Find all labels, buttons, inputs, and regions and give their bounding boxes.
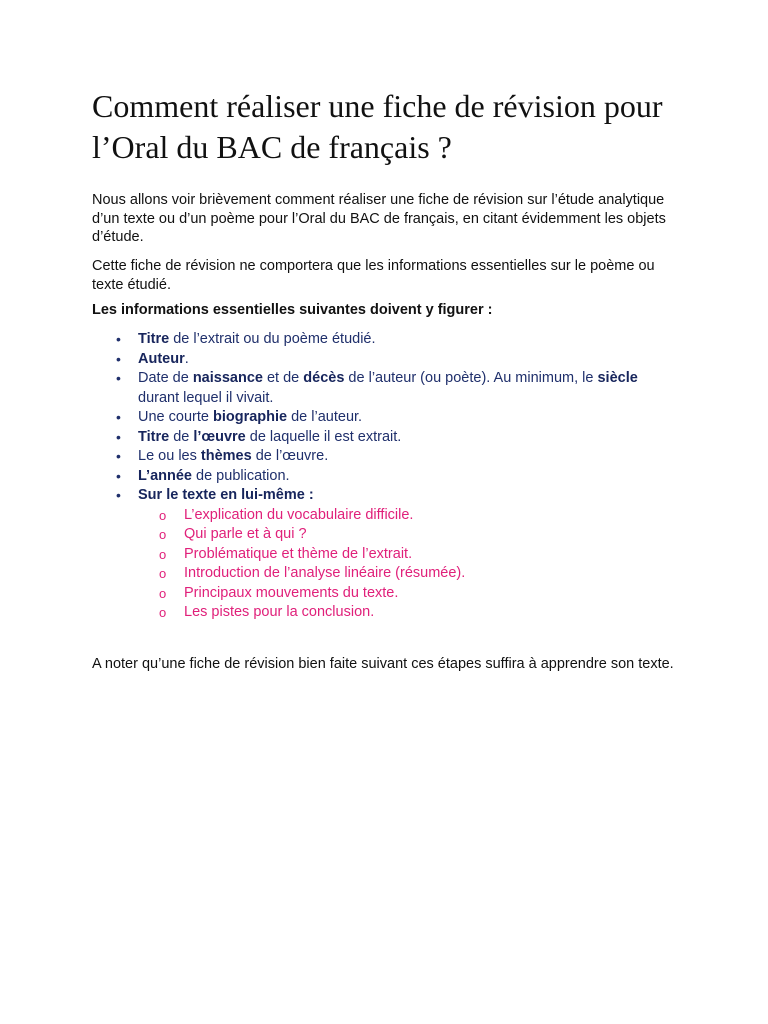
list-item xyxy=(92,447,682,467)
list-item-bold: Auteur xyxy=(138,350,185,367)
bullet-icon: • xyxy=(116,331,121,347)
list-item-text: et de xyxy=(262,370,304,386)
list-item xyxy=(92,330,682,350)
bullet-icon: • xyxy=(116,370,121,386)
list-item xyxy=(92,369,682,408)
list-item-bold: naissance xyxy=(192,370,263,386)
bullet-icon: • xyxy=(116,428,121,445)
list-item xyxy=(92,428,682,448)
sub-list-item xyxy=(138,525,682,545)
intro-paragraph: Nous allons voir brièvement comment réaliser une fiche de révision sur l’étude analytique d’un texte ou d’un poème pour l’Oral du BAC de français, en citant évidemment les objets d’étude. xyxy=(92,192,666,245)
list-item-bold: l’œuvre xyxy=(193,428,246,445)
circle-bullet-icon: o xyxy=(159,527,167,542)
list-item-bold: Titre xyxy=(138,428,170,445)
scope-paragraph: Cette fiche de révision ne comportera que les informations essentielles sur le poème ou texte étudié. xyxy=(92,258,655,293)
list-item-text: Une courte xyxy=(138,409,213,425)
sub-list-item-text: Problématique et thème de l’extrait. xyxy=(184,545,413,562)
closing-paragraph: A noter qu’une fiche de révision bien faite suivant ces étapes suffira à apprendre son texte. xyxy=(92,656,674,672)
list-item-text: de publication. xyxy=(192,467,290,484)
list-item xyxy=(92,467,682,487)
sub-list-item xyxy=(138,545,682,565)
list-item-text: de l’auteur. xyxy=(287,409,363,425)
bullet-icon: • xyxy=(116,448,121,464)
list-item-bold: décès xyxy=(303,370,345,386)
list-item-text: de laquelle il est extrait. xyxy=(245,428,402,445)
sub-list-item-text: Principaux mouvements du texte. xyxy=(184,584,399,601)
bullet-icon: • xyxy=(116,409,121,425)
sub-list xyxy=(138,506,682,623)
circle-bullet-icon: o xyxy=(159,566,167,581)
list-item-text: Date de xyxy=(138,370,193,386)
circle-bullet-icon: o xyxy=(159,605,167,620)
list-item-bold: Sur le texte en lui-même : xyxy=(138,487,314,503)
list-item-bold: biographie xyxy=(212,409,288,425)
list-item-bold: siècle xyxy=(597,370,638,386)
bullet-icon: • xyxy=(116,487,121,503)
list-item-bold: Titre xyxy=(138,331,170,347)
list-item xyxy=(92,350,682,370)
list-item-bold: thèmes xyxy=(200,448,252,464)
list-item-bold: L’année xyxy=(138,467,192,484)
sub-list-item-text: Les pistes pour la conclusion. xyxy=(184,604,375,620)
bullet-icon: • xyxy=(116,467,121,484)
sub-list-item xyxy=(138,603,682,623)
list-item-text: Le ou les xyxy=(138,448,201,464)
list-item-text: durant lequel il vivait. xyxy=(138,389,274,406)
circle-bullet-icon: o xyxy=(159,546,167,562)
list-item-text: . xyxy=(184,350,189,367)
list-item xyxy=(92,486,682,623)
list-item-text: de l’extrait ou du poème étudié. xyxy=(169,331,376,347)
page-title: Comment réaliser une fiche de révision pour l’Oral du BAC de français ? xyxy=(92,88,663,165)
sub-list-item xyxy=(138,584,682,604)
sub-list-item-text: L’explication du vocabulaire difficile. xyxy=(184,506,414,523)
list-item-text: de l’œuvre. xyxy=(251,448,329,464)
sub-list-item-text: Qui parle et à qui ? xyxy=(184,526,307,542)
circle-bullet-icon: o xyxy=(159,507,167,523)
section-heading: Les informations essentielles suivantes doivent y figurer : xyxy=(92,302,493,318)
list-item-text: de l’auteur (ou poète). Au minimum, le xyxy=(344,370,598,386)
info-list xyxy=(92,330,682,623)
circle-bullet-icon: o xyxy=(159,585,167,601)
sub-list-item-text: Introduction de l’analyse linéaire (résumée). xyxy=(184,565,466,581)
list-item-text: de xyxy=(169,428,194,445)
sub-list-item xyxy=(138,506,682,526)
bullet-icon: • xyxy=(116,350,121,367)
list-item xyxy=(92,408,682,428)
sub-list-item xyxy=(138,564,682,584)
